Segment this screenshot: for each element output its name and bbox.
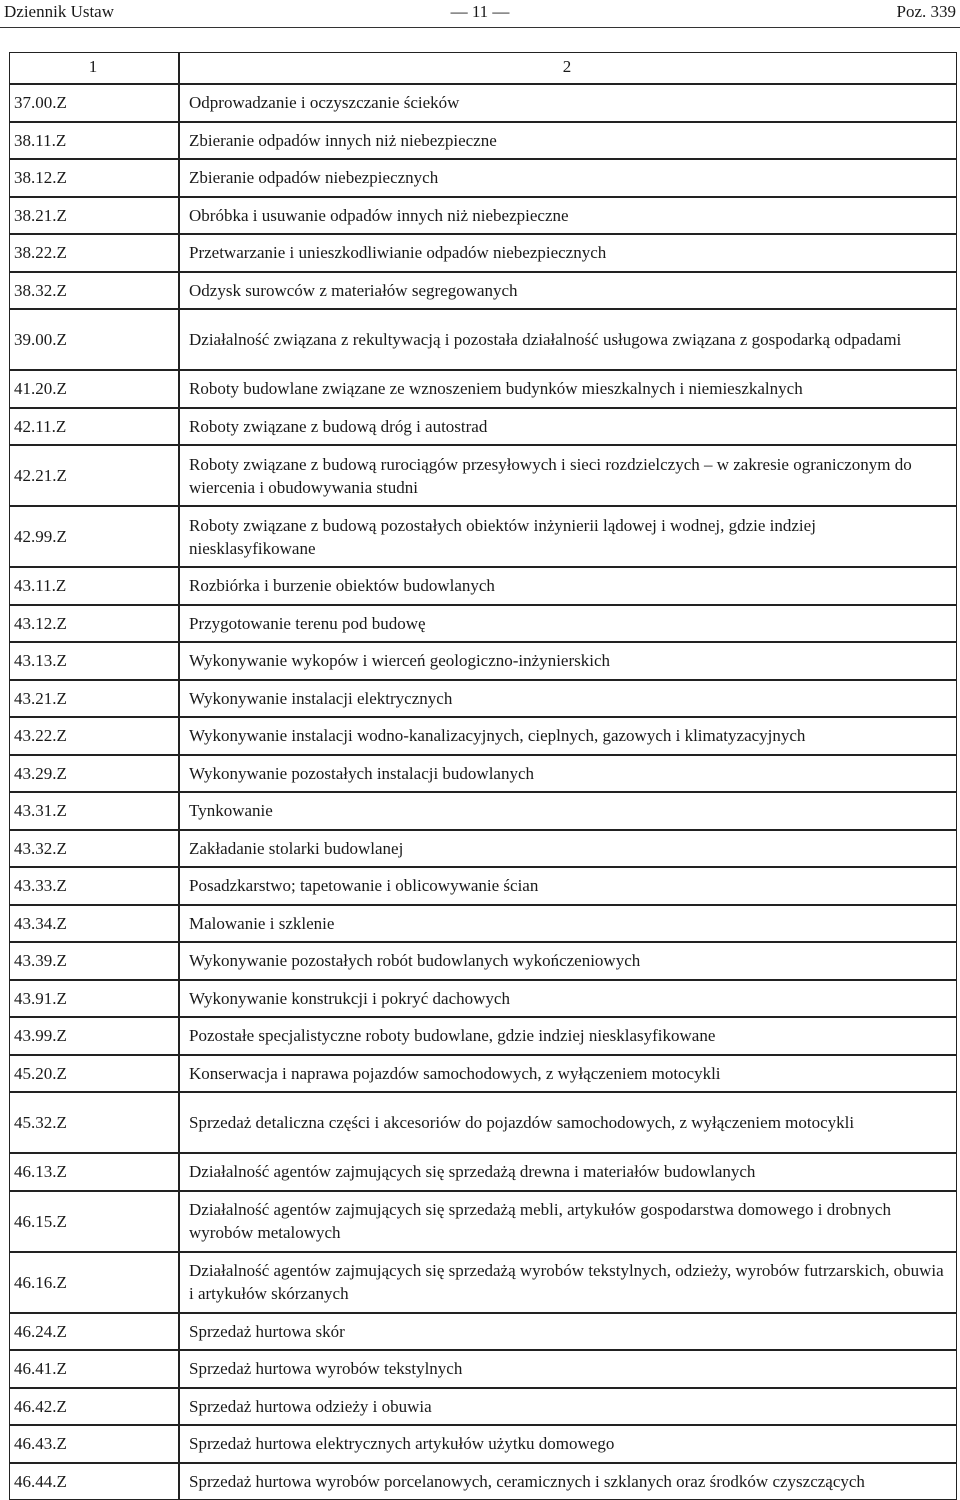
pkd-code: 43.32.Z	[9, 830, 179, 868]
pkd-code: 38.22.Z	[9, 234, 179, 272]
pkd-code: 46.13.Z	[9, 1153, 179, 1191]
table-header-row	[9, 52, 957, 84]
table-row	[9, 1191, 957, 1252]
table-row	[9, 905, 957, 943]
activity-description: Wykonywanie konstrukcji i pokryć dachowych	[179, 980, 957, 1018]
activity-description: Działalność agentów zajmujących się sprzedażą drewna i materiałów budowlanych	[179, 1153, 957, 1191]
column-header-code: 1	[9, 52, 179, 84]
table-row	[9, 1313, 957, 1351]
pkd-code: 38.12.Z	[9, 159, 179, 197]
activity-description: Sprzedaż detaliczna części i akcesoriów do pojazdów samochodowych, z wyłączeniem motocykli	[179, 1092, 957, 1153]
activity-description: Rozbiórka i burzenie obiektów budowlanych	[179, 567, 957, 605]
table-row	[9, 197, 957, 235]
table-row	[9, 867, 957, 905]
page-number: — 11 —	[0, 0, 960, 24]
activity-description: Sprzedaż hurtowa wyrobów tekstylnych	[179, 1350, 957, 1388]
pkd-code: 43.31.Z	[9, 792, 179, 830]
table-row	[9, 1252, 957, 1313]
table-row	[9, 792, 957, 830]
activity-description: Przygotowanie terenu pod budowę	[179, 605, 957, 643]
activity-description: Wykonywanie pozostałych robót budowlanych wykończeniowych	[179, 942, 957, 980]
pkd-code: 43.34.Z	[9, 905, 179, 943]
activity-description: Roboty związane z budową rurociągów przesyłowych i sieci rozdzielczych – w zakresie ograniczonym do wiercenia i obudowywania studni	[179, 445, 957, 506]
activity-description: Wykonywanie wykopów i wierceń geologiczno-inżynierskich	[179, 642, 957, 680]
activity-description: Działalność agentów zajmujących się sprzedażą mebli, artykułów gospodarstwa domowego i drobnych wyrobów metalowych	[179, 1191, 957, 1252]
pkd-code: 46.41.Z	[9, 1350, 179, 1388]
table-row	[9, 1350, 957, 1388]
table-row	[9, 506, 957, 567]
table-row	[9, 942, 957, 980]
pkd-code: 46.43.Z	[9, 1425, 179, 1463]
pkd-code: 45.32.Z	[9, 1092, 179, 1153]
activity-description: Tynkowanie	[179, 792, 957, 830]
pkd-code: 37.00.Z	[9, 84, 179, 122]
activity-description: Sprzedaż hurtowa odzieży i obuwia	[179, 1388, 957, 1426]
activity-description: Przetwarzanie i unieszkodliwianie odpadów niebezpiecznych	[179, 234, 957, 272]
table-row	[9, 642, 957, 680]
pkd-code: 46.44.Z	[9, 1463, 179, 1500]
header-divider	[0, 27, 960, 28]
activity-description: Sprzedaż hurtowa elektrycznych artykułów użytku domowego	[179, 1425, 957, 1463]
table-row	[9, 1017, 957, 1055]
table-row	[9, 680, 957, 718]
table-row	[9, 408, 957, 446]
pkd-code: 43.22.Z	[9, 717, 179, 755]
activity-description: Działalność związana z rekultywacją i pozostała działalność usługowa związana z gospodarką odpadami	[179, 309, 957, 370]
pkd-code: 42.99.Z	[9, 506, 179, 567]
pkd-code: 46.16.Z	[9, 1252, 179, 1313]
activity-description: Sprzedaż hurtowa skór	[179, 1313, 957, 1351]
pkd-code: 39.00.Z	[9, 309, 179, 370]
table-row	[9, 234, 957, 272]
column-header-description: 2	[179, 52, 957, 84]
table-row	[9, 272, 957, 310]
table-row	[9, 1463, 957, 1500]
position-number: Poz. 339	[897, 0, 957, 24]
table-row	[9, 1425, 957, 1463]
pkd-code: 43.99.Z	[9, 1017, 179, 1055]
activity-description: Wykonywanie instalacji elektrycznych	[179, 680, 957, 718]
activity-description: Posadzkarstwo; tapetowanie i oblicowywanie ścian	[179, 867, 957, 905]
pkd-code: 38.32.Z	[9, 272, 179, 310]
pkd-code: 41.20.Z	[9, 370, 179, 408]
activity-description: Obróbka i usuwanie odpadów innych niż niebezpieczne	[179, 197, 957, 235]
table-row	[9, 1388, 957, 1426]
table-row	[9, 445, 957, 506]
activity-description: Roboty związane z budową pozostałych obiektów inżynierii lądowej i wodnej, gdzie indziej niesklasyfikowane	[179, 506, 957, 567]
pkd-code: 42.11.Z	[9, 408, 179, 446]
activity-description: Konserwacja i naprawa pojazdów samochodowych, z wyłączeniem motocykli	[179, 1055, 957, 1093]
pkd-code-table	[9, 52, 957, 1500]
table-row	[9, 370, 957, 408]
pkd-code: 38.11.Z	[9, 122, 179, 160]
pkd-code: 43.21.Z	[9, 680, 179, 718]
pkd-code: 43.91.Z	[9, 980, 179, 1018]
activity-description: Wykonywanie pozostałych instalacji budowlanych	[179, 755, 957, 793]
pkd-code: 46.42.Z	[9, 1388, 179, 1426]
activity-description: Działalność agentów zajmujących się sprzedażą wyrobów tekstylnych, odzieży, wyrobów futrzarskich, obuwia i artykułów skórzanych	[179, 1252, 957, 1313]
pkd-code: 42.21.Z	[9, 445, 179, 506]
page-header	[0, 0, 960, 24]
table-row	[9, 980, 957, 1018]
table-row	[9, 122, 957, 160]
table-row	[9, 1055, 957, 1093]
activity-description: Sprzedaż hurtowa wyrobów porcelanowych, ceramicznych i szklanych oraz środków czyszczących	[179, 1463, 957, 1500]
activity-description: Odprowadzanie i oczyszczanie ścieków	[179, 84, 957, 122]
pkd-code: 46.24.Z	[9, 1313, 179, 1351]
activity-description: Pozostałe specjalistyczne roboty budowlane, gdzie indziej niesklasyfikowane	[179, 1017, 957, 1055]
table-row	[9, 755, 957, 793]
pkd-code: 45.20.Z	[9, 1055, 179, 1093]
pkd-code: 38.21.Z	[9, 197, 179, 235]
activity-description: Roboty związane z budową dróg i autostrad	[179, 408, 957, 446]
table-row	[9, 1092, 957, 1153]
table-row	[9, 830, 957, 868]
pkd-code: 43.29.Z	[9, 755, 179, 793]
table-row	[9, 1153, 957, 1191]
activity-description: Zakładanie stolarki budowlanej	[179, 830, 957, 868]
pkd-code: 43.12.Z	[9, 605, 179, 643]
activity-description: Roboty budowlane związane ze wznoszeniem budynków mieszkalnych i niemieszkalnych	[179, 370, 957, 408]
activity-description: Wykonywanie instalacji wodno-kanalizacyjnych, cieplnych, gazowych i klimatyzacyjnych	[179, 717, 957, 755]
table-row	[9, 84, 957, 122]
pkd-code: 43.39.Z	[9, 942, 179, 980]
activity-description: Zbieranie odpadów niebezpiecznych	[179, 159, 957, 197]
activity-description: Odzysk surowców z materiałów segregowanych	[179, 272, 957, 310]
pkd-code: 43.13.Z	[9, 642, 179, 680]
pkd-code: 43.33.Z	[9, 867, 179, 905]
table-row	[9, 605, 957, 643]
pkd-code: 43.11.Z	[9, 567, 179, 605]
pkd-code: 46.15.Z	[9, 1191, 179, 1252]
table-row	[9, 159, 957, 197]
table-row	[9, 309, 957, 370]
table-row	[9, 567, 957, 605]
table-row	[9, 717, 957, 755]
activity-description: Zbieranie odpadów innych niż niebezpieczne	[179, 122, 957, 160]
activity-description: Malowanie i szklenie	[179, 905, 957, 943]
journal-title: Dziennik Ustaw	[4, 0, 114, 24]
